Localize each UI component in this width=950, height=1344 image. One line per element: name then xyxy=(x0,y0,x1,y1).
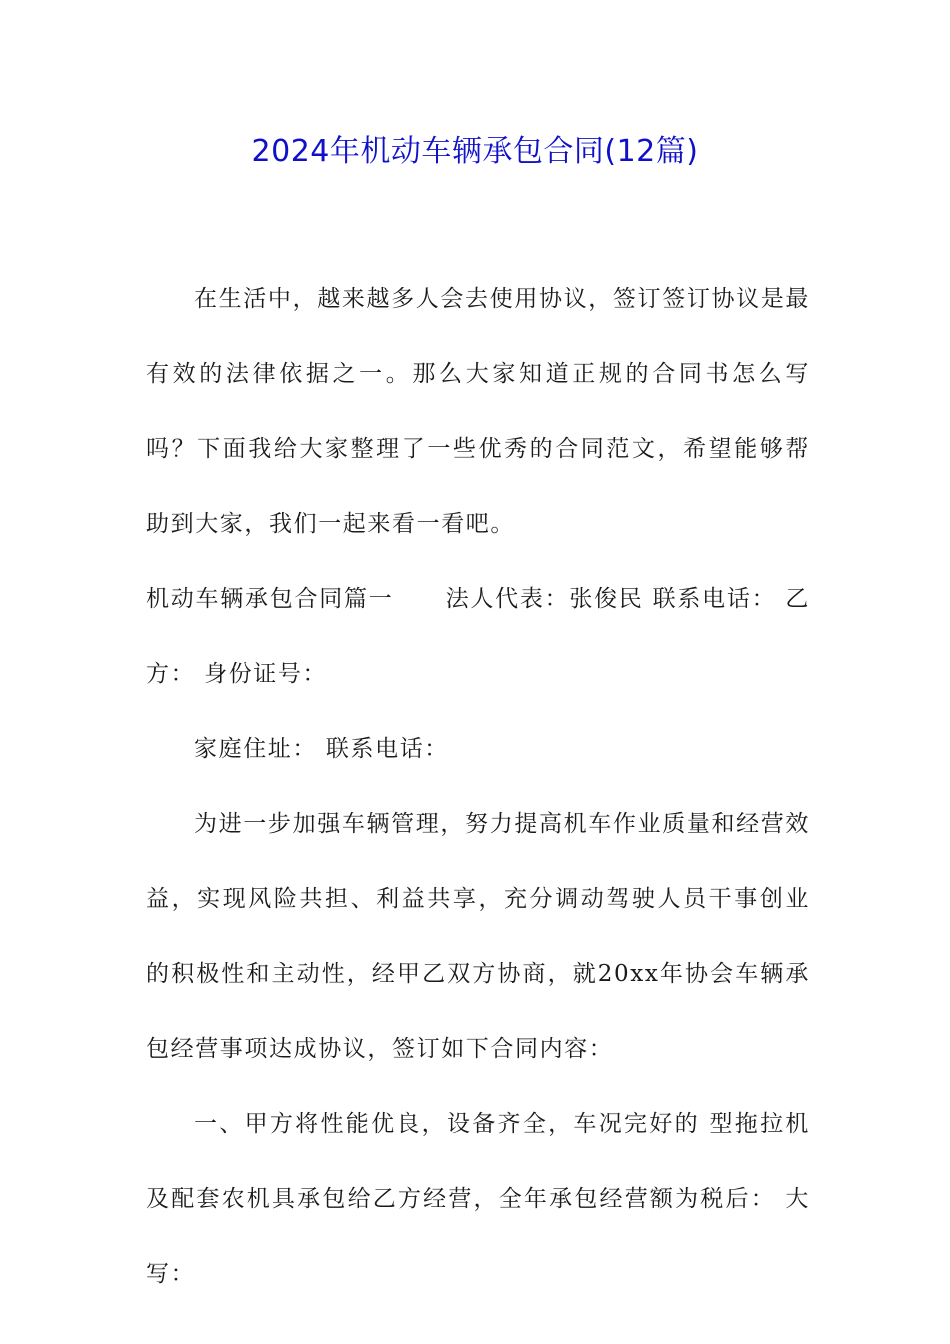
document-body xyxy=(146,262,810,1312)
intro-paragraph: 在生活中，越来越多人会去使用协议，签订签订协议是最有效的法律依据之一。那么大家知道正规的合同书怎么写吗？下面我给大家整理了一些优秀的合同范文，希望能够帮助到大家，我们一起来看一看吧。 xyxy=(146,286,810,537)
purpose-paragraph: 为进一步加强车辆管理，努力提高机车作业质量和经营效益，实现风险共担、利益共享，充分调动驾驶人员干事创业的积极性和主动性，经甲乙双方协商，就20xx年协会车辆承包经营事项达成协议，签订如下合同内容： xyxy=(146,811,810,1062)
document-title: 2024年机动车辆承包合同(12篇) xyxy=(251,134,699,169)
contract-section-heading: 机动车辆承包合同篇一 xyxy=(146,586,394,612)
clause-one-paragraph: 一、甲方将性能优良，设备齐全，车况完好的 型拖拉机及配套农机具承包给乙方经营，全年承包经营额为税后： 大写： xyxy=(146,1111,810,1287)
party-info-text: 法人代表：张俊民 联系电话： 乙方： 身份证号： xyxy=(146,586,810,687)
address-paragraph: 家庭住址： 联系电话： xyxy=(194,736,449,762)
contract-header-paragraph xyxy=(146,562,810,712)
